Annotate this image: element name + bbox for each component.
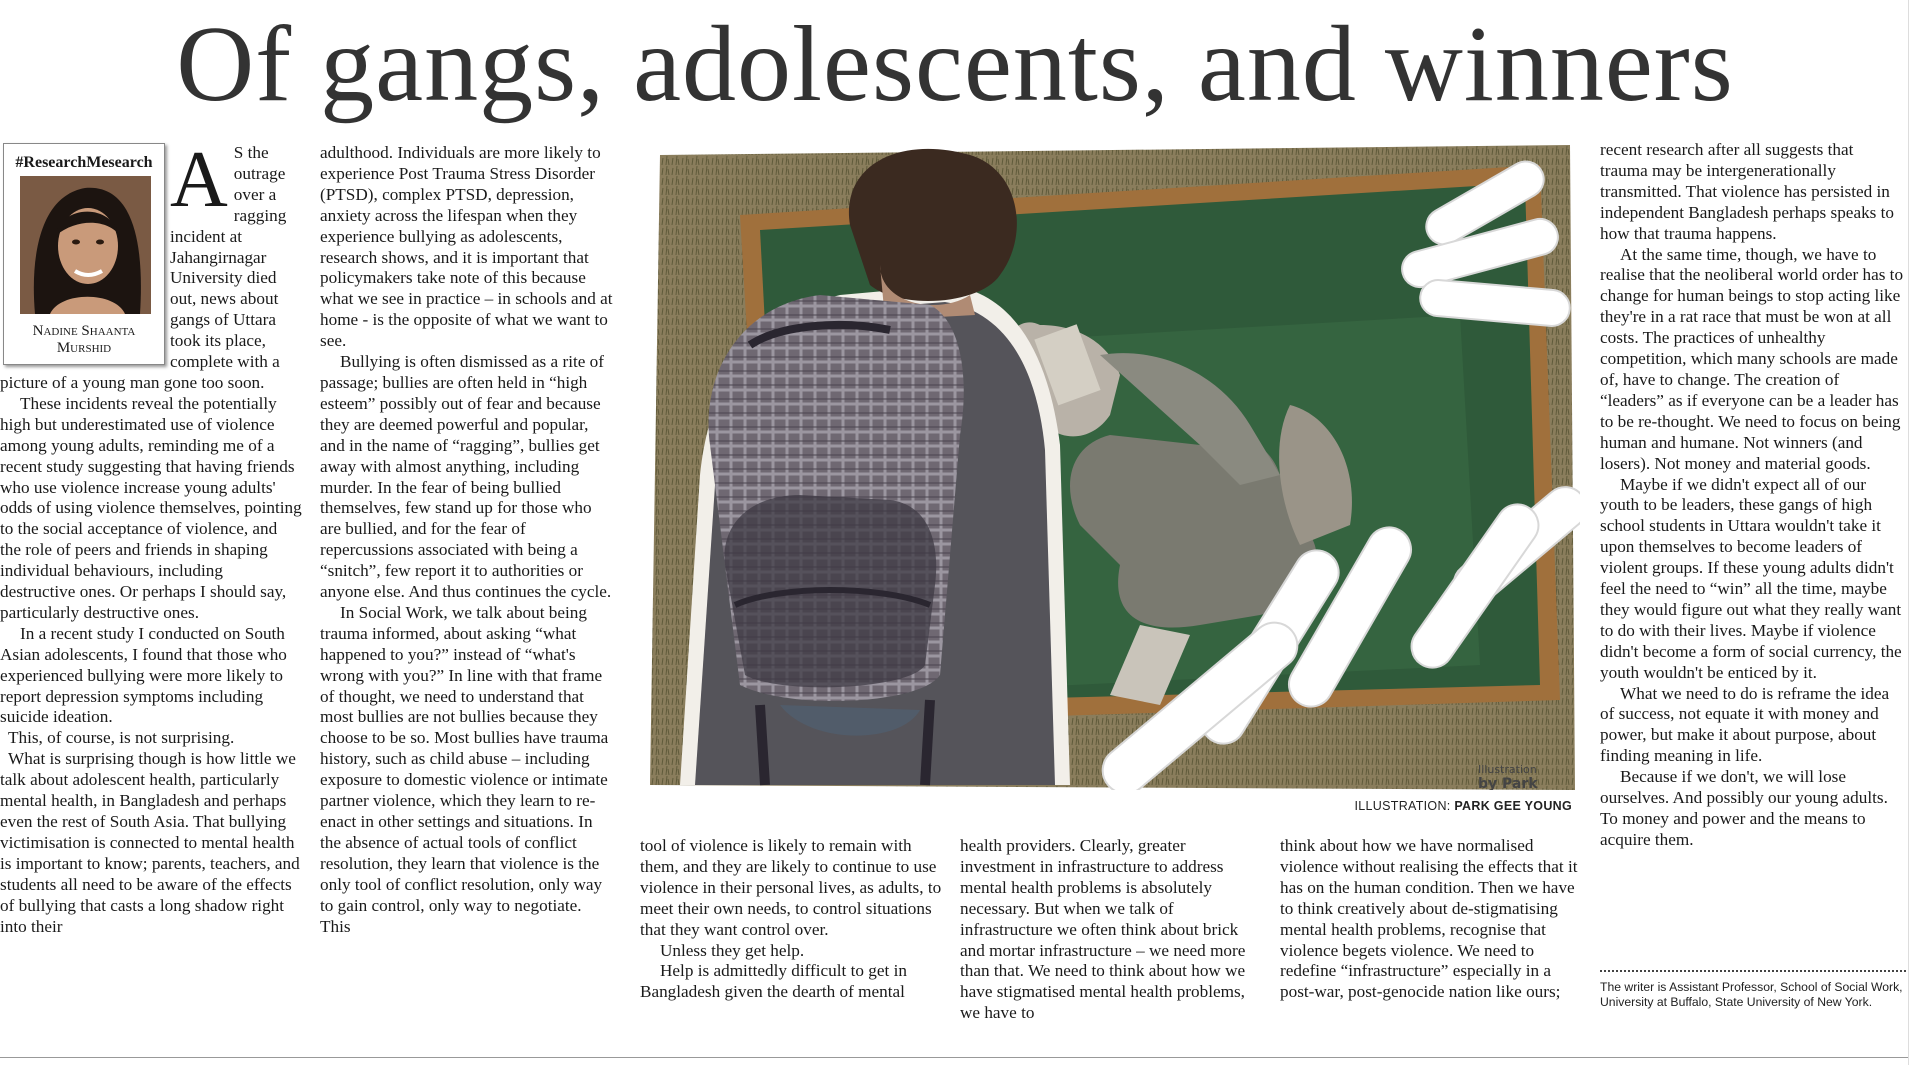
article-column-3	[640, 836, 945, 1003]
paragraph: Bullying is often dismissed as a rite of passage; bullies are often held in “high esteem” possibly out of fear and because they are deemed powerful and popular, and in the name of “ragging”, bullies get away with almost anything, including murder. In the fear of being bullied themselves, few stand up for those who are bullied, and for the fear of repercussions associated with being a “snitch”, few report it to authorities or anyone else. And thus continues the cycle.	[320, 352, 612, 602]
page-bottom-rule	[0, 1057, 1910, 1058]
author-note: The writer is Assistant Professor, School of Social Work, University at Buffalo, State University of New York.	[1600, 980, 1903, 1009]
paragraph: Unless they get help.	[660, 940, 805, 960]
paragraph: This, of course, is not surprising.	[8, 728, 235, 748]
article-column-5	[1280, 836, 1585, 1003]
author-name: Nadine Shaanta Murshid	[32, 323, 136, 356]
divider	[1600, 970, 1906, 972]
paragraph: What is surprising though is how little we talk about adolescent health, particularly mental health, in Bangladesh and perhaps even the rest of South Asia. That bullying victimisation is connected to mental health is important to know; parents, teachers, and students all need to be aware of the effects of bullying that casts a long shadow right into their	[0, 749, 300, 936]
lead-paragraph: A S the outrage over a ragging incident at Jahangirnagar University died out, news about gangs of Uttara took its place, complete with a picture of a young man gone too soon.	[0, 136, 287, 392]
paragraph: health providers. Clearly, greater investment in infrastructure to address mental health problems is absolutely necessary. But when we talk of infrastructure we often think about brick and mortar infrastructure – we need more than that. We need to think about how we have stigmatised mental health problems, we have to	[960, 836, 1246, 1023]
paragraph: adulthood. Individuals are more likely to experience Post Trauma Stress Disorder (PTSD), complex PTSD, depression, anxiety across the lifespan when they experience bullying as adolescents, research shows, and it is important that policymakers take note of this because what we see in practice – in schools and at home - is the opposite of what we want to see.	[320, 143, 613, 351]
headline: Of gangs, adolescents, and winners	[176, 5, 1734, 124]
paragraph: These incidents reveal the potentially high but underestimated use of violence among young adults, reminding me of a recent study suggesting that having friends who use violence increase young adults' odds of using violence themselves, pointing to the social acceptance of violence, and the role of peers and friends in shaping individual behaviours, including destructive ones. Or perhaps I should say, particularly destructive ones.	[0, 393, 302, 622]
paragraph: Help is admittedly difficult to get in Bangladesh given the dearth of mental	[640, 961, 907, 1002]
page-edge	[1908, 0, 1925, 1065]
drop-cap: A	[170, 136, 228, 224]
paragraph: At the same time, though, we have to realise that the neoliberal world order has to change for human beings to stop acting like they're in a rat race that must be won at all costs. The practices of unhealthy competition, which many schools are made of, have to change. The creation of “leaders” as if everyone can be a leader has to be re-thought. We need to focus on being human and humane. Not winners (and losers). Not money and material goods.	[1600, 244, 1904, 473]
illustration-credit: ILLUSTRATION: PARK GEE YOUNG	[1354, 799, 1572, 813]
paragraph: What we need to do is reframe the idea of success, not equate it with money and power, but make it about purpose, about finding meaning in life.	[1600, 683, 1890, 766]
column-tag: #ResearchMesearch	[15, 154, 153, 171]
article-column-4	[960, 836, 1265, 1024]
paragraph: tool of violence is likely to remain with them, and they are likely to continue to use violence in their personal lives, as adults, to meet their own needs, to control situations that they want control over.	[640, 836, 942, 939]
paragraph: Because if we don't, we will lose ourselves. And possibly our young adults. To money and power and the means to acquire them.	[1600, 767, 1888, 849]
article-column-2	[320, 143, 615, 937]
paragraph: In a recent study I conducted on South Asian adolescents, I found that those who experienced bullying were more likely to report depression symptoms including suicide ideation.	[0, 623, 287, 727]
article-column-6	[1600, 140, 1905, 851]
paragraph: In Social Work, we talk about being trauma informed, about asking “what happened to you?” instead of “what's wrong with you?” In line with that frame of thought, we need to understand that most bullies are not bullies because they choose to be so. Most bullies have trauma history, such as child abuse – including exposure to domestic violence or intimate partner violence, which they learn to re-enact in other settings and situations. In the absence of actual tools of conflict resolution, they learn that violence is the only tool of conflict resolution, only way to gain control, only way to negotiate. This	[320, 602, 609, 936]
paragraph: think about how we have normalised violence without realising the effects that it has on the human condition. Then we have to think creatively about de-stigmatising mental health problems, recognise that violence begets violence. We need to redefine “infrastructure” especially in a post-war, post-genocide nation like ours;	[1280, 836, 1578, 1002]
paragraph: Maybe if we didn't expect all of our youth to be leaders, these gangs of high school students in Uttara wouldn't take it upon themselves to become leaders of violent groups. If these young adults didn't feel the need to “win” all the time, maybe they would figure out what they really want to do with their lives. Maybe if violence didn't become a form of social currency, the youth wouldn't be enticed by it.	[1600, 474, 1902, 682]
paragraph: recent research after all suggests that trauma may be intergenerationally transmitted. That violence has persisted in independent Bangladesh perhaps speaks to how that trauma happens.	[1600, 140, 1895, 243]
illustration-signature: by Park	[1478, 776, 1538, 790]
article-illustration	[640, 145, 1580, 790]
article-column-1	[0, 136, 302, 937]
illustration-signature: Illustration	[1478, 763, 1537, 776]
